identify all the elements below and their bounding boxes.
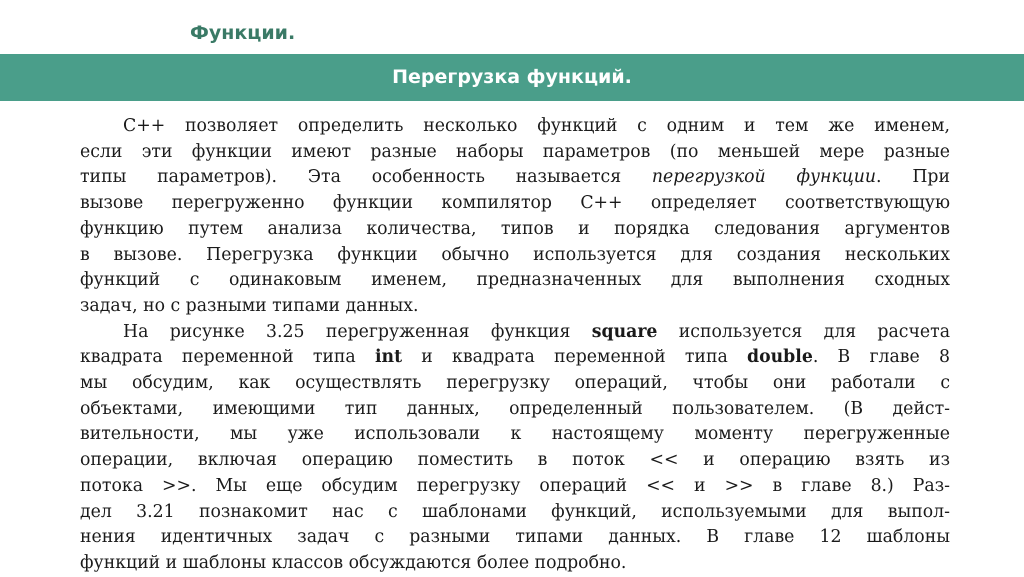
slide-title: Перегрузка функций. (392, 66, 632, 88)
slide-title-bar (0, 54, 1024, 101)
code-term: double (747, 347, 813, 368)
text-line: На рисунке 3.25 перегруженная функция square используется для расчета (123, 321, 950, 342)
text-line: объектами, имеющими тип данных, определенный пользователем. (В дейст- (80, 398, 950, 419)
text-line: операции, включая операцию поместить в поток << и операцию взять из (80, 450, 950, 471)
text-line: вительности, мы уже использовали к настоящему моменту перегруженные (80, 424, 950, 445)
emphasis-term: перегрузкой функции (651, 167, 877, 188)
code-term: square (591, 321, 658, 342)
text-line: мы обсудим, как осуществлять перегрузку операций, чтобы они работали с (80, 373, 950, 394)
body-text (80, 114, 950, 577)
text-line: функций с одинаковым именем, предназначенных для выполнения сходных (80, 270, 950, 291)
text-line: функций и шаблоны классов обсуждаются более подробно. (80, 552, 627, 573)
text-line: C++ позволяет определить несколько функций с одним и тем же именем, (123, 116, 950, 136)
text-line: вызове перегруженно функции компилятор C++ определяет соответствующую (80, 193, 950, 214)
text-line: если эти функции имеют разные наборы параметров (по меньшей мере разные (80, 141, 950, 162)
text-line: дел 3.21 познакомит нас с шаблонами функций, используемыми для выпол- (80, 501, 950, 522)
code-term: int (374, 347, 403, 368)
text-line: нения идентичных задач с разными типами данных. В главе 12 шаблоны (80, 527, 950, 548)
section-title: Функции. (190, 22, 296, 44)
text-line: задач, но с разными типами данных. (80, 295, 419, 316)
text-line: функцию путем анализа количества, типов и порядка следования аргументов (80, 218, 950, 239)
text-line: квадрата переменной типа int и квадрата переменной типа double. В главе 8 (80, 347, 950, 368)
text-line: типы параметров). Эта особенность называется перегрузкой функции. При (80, 167, 950, 188)
text-line: потока >>. Мы еще обсудим перегрузку операций << и >> в главе 8.) Раз- (80, 475, 950, 496)
text-line: в вызове. Перегрузка функции обычно используется для создания нескольких (80, 244, 950, 265)
